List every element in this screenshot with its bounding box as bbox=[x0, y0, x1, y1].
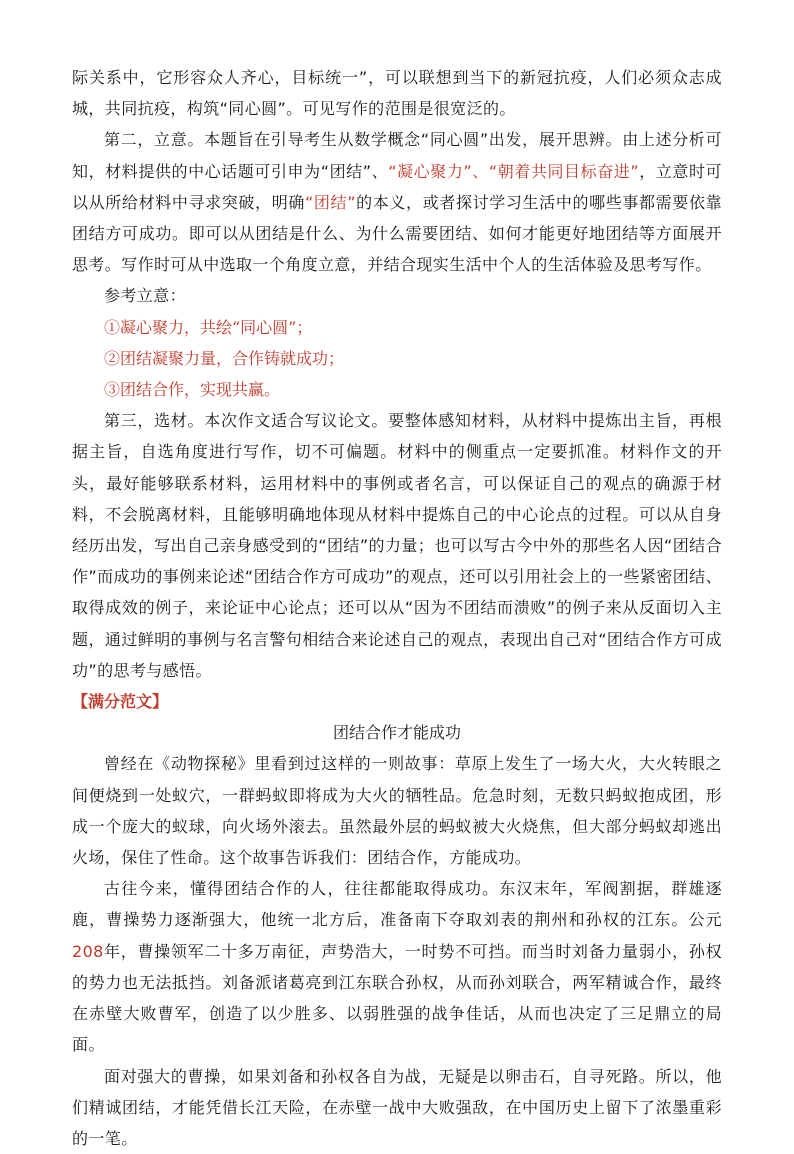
paragraph-text: 的本义，或者探讨学习生活中的哪些事都需要依靠团结方可成功。即可以从团结是什么、为什么需要团结、如何才能更好地团结等方面展开思考。写作时可从中选取一个角度立意，并结合现实生活中个人的生活体验及思考写作。 bbox=[72, 193, 722, 274]
paragraph-text: ，立意时可以从所给材料中寻求突破，明确 bbox=[72, 162, 722, 212]
paragraph-third-material: 第三，选材。本次作文适合写议论文。要整体感知材料，从材料中提炼出主旨，再根据主旨，自选角度进行写作，切不可偏题。材料中的侧重点一定要抓准。材料作文的开头，最好能够联系材料，运用材料中的事例或者名言，可以保证自己的观点的确源于材料，不会脱离材料，且能够明确地体现从材料中提炼自己的中心论点的过程。可以从自身经历出发，写出自己亲身感受到的“团结”的力量；也可以写古今中外的那些名人因“团结合作”而成功的事例来论述“团结合作方可成功”的观点，还可以引用社会上的一些紧密团结、取得成效的例子，来论证中心论点；还可以从“因为不团结而溃败”的例子来从反面切入主题，通过鲜明的事例与名言警句相结合来论述自己的观点，表现出自己对“团结合作方可成功”的思考与感悟。 bbox=[72, 405, 722, 686]
reference-theme-item: ③团结合作，实现共赢。 bbox=[72, 374, 722, 405]
page-content bbox=[72, 62, 722, 1154]
year-number: 208 bbox=[72, 942, 104, 961]
paragraph-text: 年，曹操领军二十多万南征，声势浩大，一时势不可挡。而当时刘备力量弱小，孙权的势力也无法抵挡。刘备派诸葛亮到江东联合孙权，从而孙刘联合，两军精诚合作，最终在赤壁大败曹军，创造了以少胜多、以弱胜强的战争佳话，从而也决定了三足鼎立的局面。 bbox=[72, 942, 722, 1055]
highlight-phrase: “团结” bbox=[305, 193, 356, 212]
reference-theme-item: ②团结凝聚力量，合作铸就成功； bbox=[72, 343, 722, 374]
intro-paragraph-continued: 际关系中，它形容众人齐心，目标统一”，可以联想到当下的新冠抗疫，人们必须众志成城，共同抗疫，构筑“同心圆”。可见写作的范围是很宽泛的。 bbox=[72, 62, 722, 124]
reference-theme-label: 参考立意： bbox=[72, 280, 722, 311]
paragraph-text: 古往今来，懂得团结合作的人，往往都能取得成功。东汉末年，军阀割据，群雄逐鹿，曹操势力逐渐强大，他统一北方后，准备南下夺取刘表的荆州和孙权的江东。公元 bbox=[72, 879, 722, 929]
essay-paragraph bbox=[72, 873, 722, 1060]
essay-paragraph: 面对强大的曹操，如果刘备和孙权各自为战，无疑是以卵击石，自寻死路。所以，他们精诚团结，才能凭借长江天险，在赤壁一战中大败强敌，在中国历史上留下了浓墨重彩的一笔。 bbox=[72, 1061, 722, 1154]
highlight-phrase: “凝心聚力”、“朝着共同目标奋进” bbox=[388, 162, 639, 181]
model-essay-tag: 【满分范文】 bbox=[72, 686, 722, 717]
essay-title: 团结合作才能成功 bbox=[72, 717, 722, 748]
paragraph-text: 第二，立意。本题旨在引导考生从数学概念“同心圆”出发，展开思辨。由上述分析可知，材料提供的中心话题可引申为“团结”、 bbox=[72, 130, 722, 180]
essay-paragraph: 曾经在《动物探秘》里看到过这样的一则故事：草原上发生了一场大火，大火转眼之间便烧到一处蚁穴，一群蚂蚁即将成为大火的牺牲品。危急时刻，无数只蚂蚁抱成团，形成一个庞大的蚁球，向火场外滚去。虽然最外层的蚂蚁被大火烧焦，但大部分蚂蚁却逃出火场，保住了性命。这个故事告诉我们：团结合作，方能成功。 bbox=[72, 748, 722, 873]
reference-theme-item: ①凝心聚力，共绘“同心圆”； bbox=[72, 312, 722, 343]
paragraph-second-theme bbox=[72, 124, 722, 280]
